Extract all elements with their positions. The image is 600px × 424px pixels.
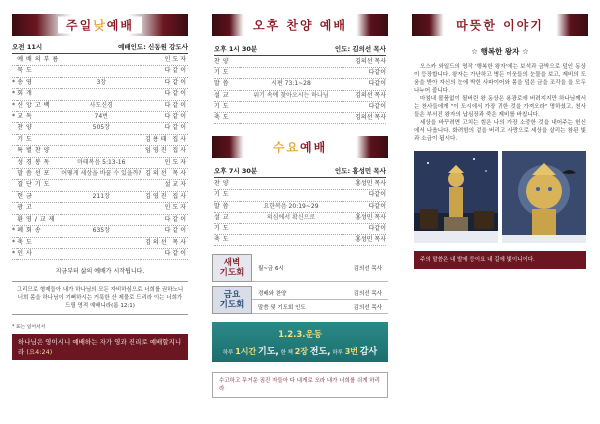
order-person: 다같이 <box>141 66 188 77</box>
standing-mark: * <box>12 89 17 100</box>
standing-mark: * <box>12 237 17 248</box>
afternoon-worship-title: 오후 찬양 예배 <box>245 17 355 34</box>
order-person: 다같이 <box>141 100 188 111</box>
order-item: 말씀선포 <box>17 169 61 180</box>
campaign-line <box>212 344 388 357</box>
wednesday-order-table <box>214 179 386 246</box>
order-item: 결단기도 <box>17 180 61 191</box>
afternoon-order-row <box>214 113 386 124</box>
friday-prayer-block <box>212 286 388 314</box>
order-row <box>12 248 188 259</box>
invitation-quote: 수고하고 무거운 짐진 자들아 다 내게로 오라 내가 너희를 쉬게 하리라 <box>212 372 388 398</box>
story-banner-title: 따뜻한 이야기 <box>448 17 552 34</box>
standing-mark: * <box>12 77 17 88</box>
order-person: 설교자 <box>141 180 188 191</box>
order-detail <box>61 180 141 191</box>
campaign-prefix: 하루 <box>222 350 234 357</box>
campaign-number: 2장 <box>294 347 308 357</box>
order-detail: 의심에서 확신으로 <box>240 212 342 223</box>
order-item: 회개 <box>17 89 61 100</box>
campaign-keyword: 기도, <box>258 347 279 358</box>
order-person: 다같이 <box>141 214 188 225</box>
order-detail <box>61 146 141 157</box>
order-person: 다같이 <box>342 190 386 201</box>
order-row <box>12 89 188 100</box>
friday-row-who: 김의선 목사 <box>353 304 382 311</box>
friday-label-line1: 금요 <box>223 290 241 301</box>
campaign-number: 1시간 <box>235 347 257 357</box>
order-item: 설교 <box>214 90 240 101</box>
order-person: 다같이 <box>342 224 386 235</box>
worship-info-row <box>0 42 200 51</box>
life-worship-note: 지금부터 삶의 예배가 시작됩니다. <box>55 268 145 276</box>
order-detail: 74번 <box>61 112 141 123</box>
wednesday-order-row <box>214 212 386 223</box>
wednesday-order-row <box>214 179 386 190</box>
afternoon-order-row <box>214 79 386 90</box>
order-detail <box>61 66 141 77</box>
order-item: 성경봉독 <box>17 157 61 168</box>
order-row <box>12 112 188 123</box>
order-row <box>12 237 188 248</box>
order-detail <box>240 101 342 112</box>
key-verse-ref: (요4:24) <box>26 348 53 357</box>
wednesday-order-row <box>214 190 386 201</box>
order-detail: 요한복음 20:19~29 <box>240 201 342 212</box>
afternoon-worship-banner <box>212 14 388 36</box>
standing-mark: * <box>12 248 17 259</box>
order-row <box>12 134 188 145</box>
story-title: ☆ 행복한 왕자 ☆ <box>471 47 529 56</box>
story-paragraph: 오스카 와일드의 명작 '행복한 왕자'에는 보석과 금박으로 덮인 동상이 등장합니다. 왕자는 가난하고 병든 이웃들의 눈물을 보고, 제비의 도움을 받아 자신의 눈에 박힌 사파이어와 몸을 덮은 금을 조각을 을 모두 나누어 줍니다. <box>414 64 586 94</box>
order-detail <box>240 113 342 124</box>
standing-mark: * <box>12 100 17 111</box>
order-detail: 211장 <box>61 191 141 202</box>
friday-row <box>252 300 388 314</box>
order-item: 기도 <box>214 190 240 201</box>
order-detail: 사도신경 <box>61 100 141 111</box>
campaign-keyword: 전도, <box>309 347 331 358</box>
friday-row <box>252 286 388 300</box>
order-item: 기도 <box>214 68 240 79</box>
order-person: 인도자 <box>141 157 188 168</box>
order-person: 다같이 <box>141 226 188 237</box>
order-detail <box>240 224 342 235</box>
order-person: 김의선 목사 <box>141 237 188 248</box>
order-detail: 어떻게 세상을 바꿀 수 있을까? <box>61 169 141 180</box>
order-detail <box>61 55 141 66</box>
campaign-number: 3번 <box>344 347 358 357</box>
order-item: 찬양 <box>214 57 240 68</box>
divider <box>214 55 386 56</box>
order-detail: 위기 속에 찾아오시는 하나님 <box>240 90 342 101</box>
order-detail <box>61 134 141 145</box>
order-row <box>12 146 188 157</box>
order-item: 송영 <box>17 77 61 88</box>
order-of-worship-table <box>12 55 188 260</box>
campaign-keyword: 감사 <box>359 347 378 358</box>
order-detail <box>61 203 141 214</box>
afternoon-order-row <box>214 57 386 68</box>
sunday-worship-banner <box>12 14 188 36</box>
order-detail <box>240 190 342 201</box>
order-person: 김의선 목사 <box>141 169 188 180</box>
order-detail <box>240 68 342 79</box>
order-detail <box>61 89 141 100</box>
key-verse-box <box>12 334 188 360</box>
order-detail: 마태복음 5:13-16 <box>61 157 141 168</box>
order-person: 홍성민 목사 <box>342 235 386 246</box>
friday-label-line2: 기도회 <box>219 300 245 311</box>
order-row <box>12 123 188 134</box>
sunday-worship-panel <box>0 0 200 424</box>
order-item: 환영/교제 <box>17 214 61 225</box>
order-item: 기도 <box>214 101 240 112</box>
order-person: 김용태 집사 <box>141 134 188 145</box>
story-illustrations <box>414 151 586 243</box>
order-item: 축도 <box>214 113 240 124</box>
order-detail <box>61 248 141 259</box>
order-detail <box>240 235 342 246</box>
order-detail: 시편 73:1~28 <box>240 79 342 90</box>
order-row <box>12 157 188 168</box>
afternoon-order-row <box>214 101 386 112</box>
order-row <box>12 226 188 237</box>
order-person: 다같이 <box>141 89 188 100</box>
divider <box>214 177 386 178</box>
title-part-2: 예배 <box>106 18 134 33</box>
sunday-worship-title <box>58 17 142 34</box>
prince-illustration <box>502 151 586 243</box>
order-detail: 3장 <box>61 77 141 88</box>
title-part-1: 주일 <box>66 18 94 33</box>
order-person: 다같이 <box>141 123 188 134</box>
standing-footnote: * 표는 일어서서 <box>12 325 46 331</box>
order-person: 김영진 집사 <box>141 191 188 202</box>
order-person: 다같이 <box>342 201 386 212</box>
wednesday-order-row <box>214 235 386 246</box>
order-detail <box>240 179 342 190</box>
order-item: 기도 <box>17 134 61 145</box>
wednesday-order-row <box>214 224 386 235</box>
order-person: 다같이 <box>342 101 386 112</box>
order-row <box>12 66 188 77</box>
order-item: 말씀 <box>214 79 240 90</box>
wednesday-worship-title <box>265 139 335 156</box>
afternoon-order-row <box>214 90 386 101</box>
order-detail <box>61 237 141 248</box>
order-item: 기도 <box>214 224 240 235</box>
afternoon-order-table <box>214 57 386 124</box>
order-row <box>12 100 188 111</box>
order-item: 광고 <box>17 203 61 214</box>
worship-leader: 예배인도: 신동원 강도사 <box>118 43 188 51</box>
statue-illustration <box>414 151 498 243</box>
campaign-prefix: 한 책 <box>280 350 293 357</box>
afternoon-info-row <box>200 44 400 53</box>
order-person: 홍성민 목사 <box>342 212 386 223</box>
order-item: 묵도 <box>17 66 61 77</box>
order-person: 다같이 <box>141 77 188 88</box>
afternoon-leader: 인도: 김의선 목사 <box>334 45 386 53</box>
order-person: 다같이 <box>141 112 188 123</box>
order-item: 축도 <box>214 235 240 246</box>
order-person: 임영진 집사 <box>141 146 188 157</box>
campaign-title: 1.2.3.운동 <box>278 330 322 341</box>
story-banner <box>412 14 588 36</box>
order-item: 예배의부름 <box>17 55 61 66</box>
order-person: 다같이 <box>342 68 386 79</box>
dawn-leader: 김의선 목사 <box>353 265 382 272</box>
wednesday-title-rest: 예배 <box>300 140 328 155</box>
story-paragraph: 세상을 바꾸려면 고치는 힘은 나의 가장 소중한 것을 내어주는 헌신에서 나옵니다. 화려함의 겉을 버리고 사랑으로 세상을 살리는 참된 빛과 소금이 됩시다. <box>414 120 586 142</box>
order-detail: 635장 <box>61 226 141 237</box>
wednesday-worship-banner <box>212 136 388 158</box>
story-panel <box>400 0 600 424</box>
campaign-prefix: 하루 <box>332 350 343 357</box>
wednesday-time: 오후 7시 30분 <box>214 167 258 176</box>
order-person: 인도자 <box>141 55 188 66</box>
order-item: 설교 <box>214 212 240 223</box>
story-paragraph: 마침내 볼품없이 될버린 왕 동상은 용광로에 버려지지만 하나님께서는 천사들에게 "이 도시에서 가장 귀한 것을 가져오라" 명하셨고, 천사들은 부서진 왕자의 납심장과 죽은 제비를 바칩니다. <box>414 96 586 118</box>
wednesday-title-highlight: 수요 <box>272 140 300 155</box>
order-person: 김의선 목사 <box>342 90 386 101</box>
dawn-label-line2: 기도회 <box>219 268 245 279</box>
order-item: 신앙고백 <box>17 100 61 111</box>
order-row <box>12 180 188 191</box>
order-row <box>12 169 188 180</box>
order-person: 김의선 목사 <box>342 113 386 124</box>
services-panel <box>200 0 400 424</box>
dawn-prayer-block <box>212 254 388 282</box>
order-item: 찬양 <box>17 123 61 134</box>
dawn-schedule: 월~금 6시 <box>258 265 284 272</box>
friday-row-who: 김의선 목사 <box>353 290 382 297</box>
dawn-label-line1: 새벽 <box>223 258 241 269</box>
key-verse-text: 하나님은 영이시니 예배하는 자가 영과 진리로 예배할지니라 <box>18 338 182 357</box>
standing-mark: * <box>12 112 17 123</box>
order-person: 김의선 목사 <box>342 57 386 68</box>
afternoon-order-row <box>214 68 386 79</box>
afternoon-time: 오후 1시 30분 <box>214 45 258 53</box>
order-person: 홍성민 목사 <box>342 179 386 190</box>
dawn-prayer-label <box>212 254 252 282</box>
wednesday-info-row <box>200 166 400 175</box>
order-item: 교독 <box>17 112 61 123</box>
order-item: 말씀 <box>214 201 240 212</box>
wednesday-leader: 인도: 홍성민 목사 <box>334 167 386 176</box>
order-row <box>12 214 188 225</box>
order-person: 다같이 <box>342 79 386 90</box>
friday-row-what: 말씀 및 기도회 인도 <box>258 304 306 311</box>
standing-mark: * <box>12 226 17 237</box>
order-detail <box>61 214 141 225</box>
order-row <box>12 191 188 202</box>
order-person: 인도자 <box>141 203 188 214</box>
order-detail <box>240 57 342 68</box>
order-detail: 505장 <box>61 123 141 134</box>
wednesday-order-row <box>214 201 386 212</box>
order-item: 헌금 <box>17 191 61 202</box>
scripture-box: 그리므로 형제들아 내가 하나님의 모든 자비하심으로 너희를 권하노니 너희 몸을 하나님이 기뻐하시는 거룩한 산 제물로 드리라 이는 너희가 드릴 영적 예배니라(롬 12:1) <box>12 281 188 315</box>
order-person: 다같이 <box>141 248 188 259</box>
divider <box>12 53 188 54</box>
order-row <box>12 203 188 214</box>
order-row <box>12 77 188 88</box>
scripture-tip-box: 주의 말씀은 내 발에 등이요 내 길에 빛이니이다. <box>414 251 586 269</box>
friday-row-what: 경배와 찬양 <box>258 290 287 297</box>
order-item: 축도 <box>17 237 61 248</box>
order-item: 찬양 <box>214 179 240 190</box>
order-item: 폐회송 <box>17 226 61 237</box>
worship-time: 오전 11시 <box>12 43 43 51</box>
campaign-box <box>212 322 388 362</box>
order-item: 특별찬양 <box>17 146 61 157</box>
order-row <box>12 55 188 66</box>
order-item: 인사 <box>17 248 61 259</box>
title-part-highlight: 낮 <box>93 18 107 33</box>
friday-prayer-label <box>212 286 252 314</box>
dawn-prayer-row <box>252 254 388 282</box>
